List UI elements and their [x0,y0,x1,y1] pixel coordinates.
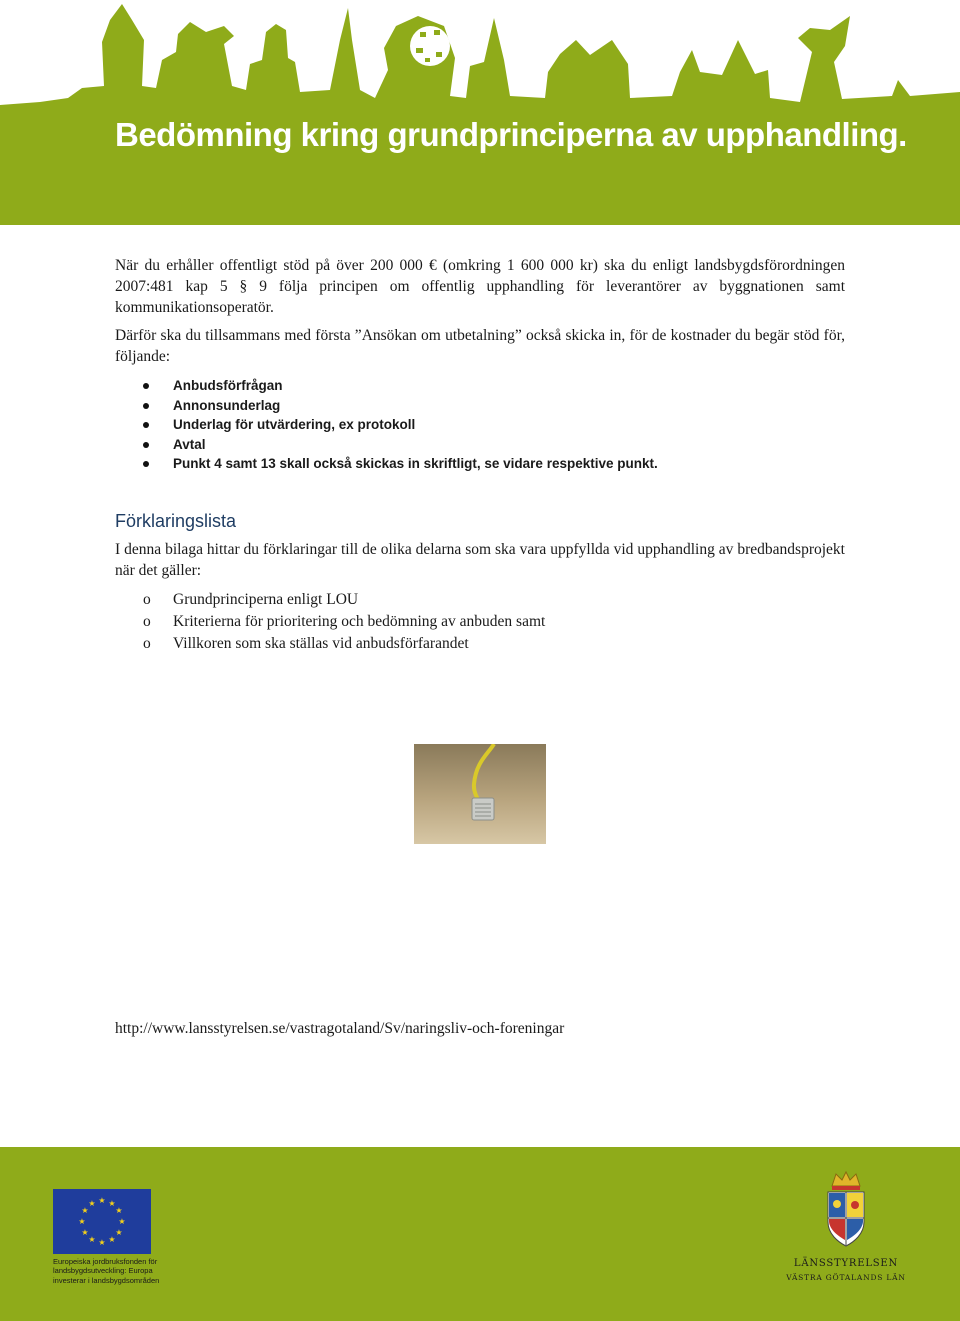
bullet-icon [143,422,149,428]
eu-fund-caption: Europeiska jordbruksfonden för landsbygdsutveckling: Europa investerar i landsbygdsområden [53,1257,160,1285]
required-documents-list [115,376,658,474]
list-item-label: Punkt 4 samt 13 skall också skickas in skriftligt, se vidare respektive punkt. [173,456,658,472]
network-cable-photo [414,744,546,844]
list-item [115,435,658,455]
svg-text:★: ★ [108,1235,116,1244]
explanation-paragraph: I denna bilaga hittar du förklaringar till de olika delarna som ska vara uppfyllda vid upphandling av bredbandsprojekt när det gäller: [115,541,845,579]
list-item [115,396,658,416]
list-marker: o [143,613,151,630]
town-skyline-banner [0,0,960,225]
list-item [115,589,545,611]
intro-paragraph: När du erhåller offentligt stöd på över 200 000 € (omkring 1 600 000 kr) ska du enligt landsbygdsförordningen 2007:481 kap 5 § 9 följa principen om offentlig upphandling för leverantörer av byggnationen samt kommunikationsoperatör. [115,257,845,316]
svg-text:★: ★ [118,1217,126,1226]
list-marker: o [143,635,151,652]
list-item-label: Avtal [173,436,206,452]
bullet-icon [143,403,149,409]
svg-text:★: ★ [78,1217,86,1226]
svg-text:★: ★ [81,1206,89,1215]
list-item [115,633,545,655]
svg-text:★: ★ [108,1199,116,1208]
list-item [115,376,658,396]
page-header [0,0,960,225]
svg-text:★: ★ [98,1238,106,1247]
explanation-list [115,589,545,655]
agency-region: VÄSTRA GÖTALANDS LÄN [786,1273,906,1282]
svg-text:★: ★ [81,1228,89,1237]
agency-name: LÄNSSTYRELSEN [793,1258,899,1269]
list-item-label: Kriterierna för prioritering och bedömning av anbuden samt [173,613,546,630]
page-title: Bedömning kring grundprinciperna av upphandling. [115,116,907,153]
list-item-label: Annonsunderlag [173,397,281,413]
svg-text:★: ★ [115,1228,123,1237]
bullet-icon [143,442,149,448]
svg-text:★: ★ [88,1235,96,1244]
list-marker: o [143,591,151,608]
eu-flag-logo [53,1189,151,1254]
list-item-label: Underlag för utvärdering, ex protokoll [173,417,416,433]
list-item [115,611,545,633]
list-item-label: Anbudsförfrågan [173,378,283,393]
list-item-label: Villkoren som ska ställas vid anbudsförfarandet [173,635,469,652]
section-heading: Förklaringslista [115,511,237,531]
svg-text:★: ★ [115,1206,123,1215]
list-item-label: Grundprinciperna enligt LOU [173,591,359,608]
bullet-icon [143,461,149,467]
bullet-icon [143,383,149,389]
website-url: http://www.lansstyrelsen.se/vastragotaland/Sv/naringsliv-och-foreningar [115,1020,565,1037]
list-item [115,415,658,435]
coat-of-arms-logo [822,1170,870,1250]
svg-text:★: ★ [98,1196,106,1205]
submission-paragraph: Därför ska du tillsammans med första ”Ansökan om utbetalning” också skicka in, för de kostnader du begär stöd för, följande: [115,327,845,365]
svg-text:★: ★ [88,1199,96,1208]
list-item [115,454,658,474]
